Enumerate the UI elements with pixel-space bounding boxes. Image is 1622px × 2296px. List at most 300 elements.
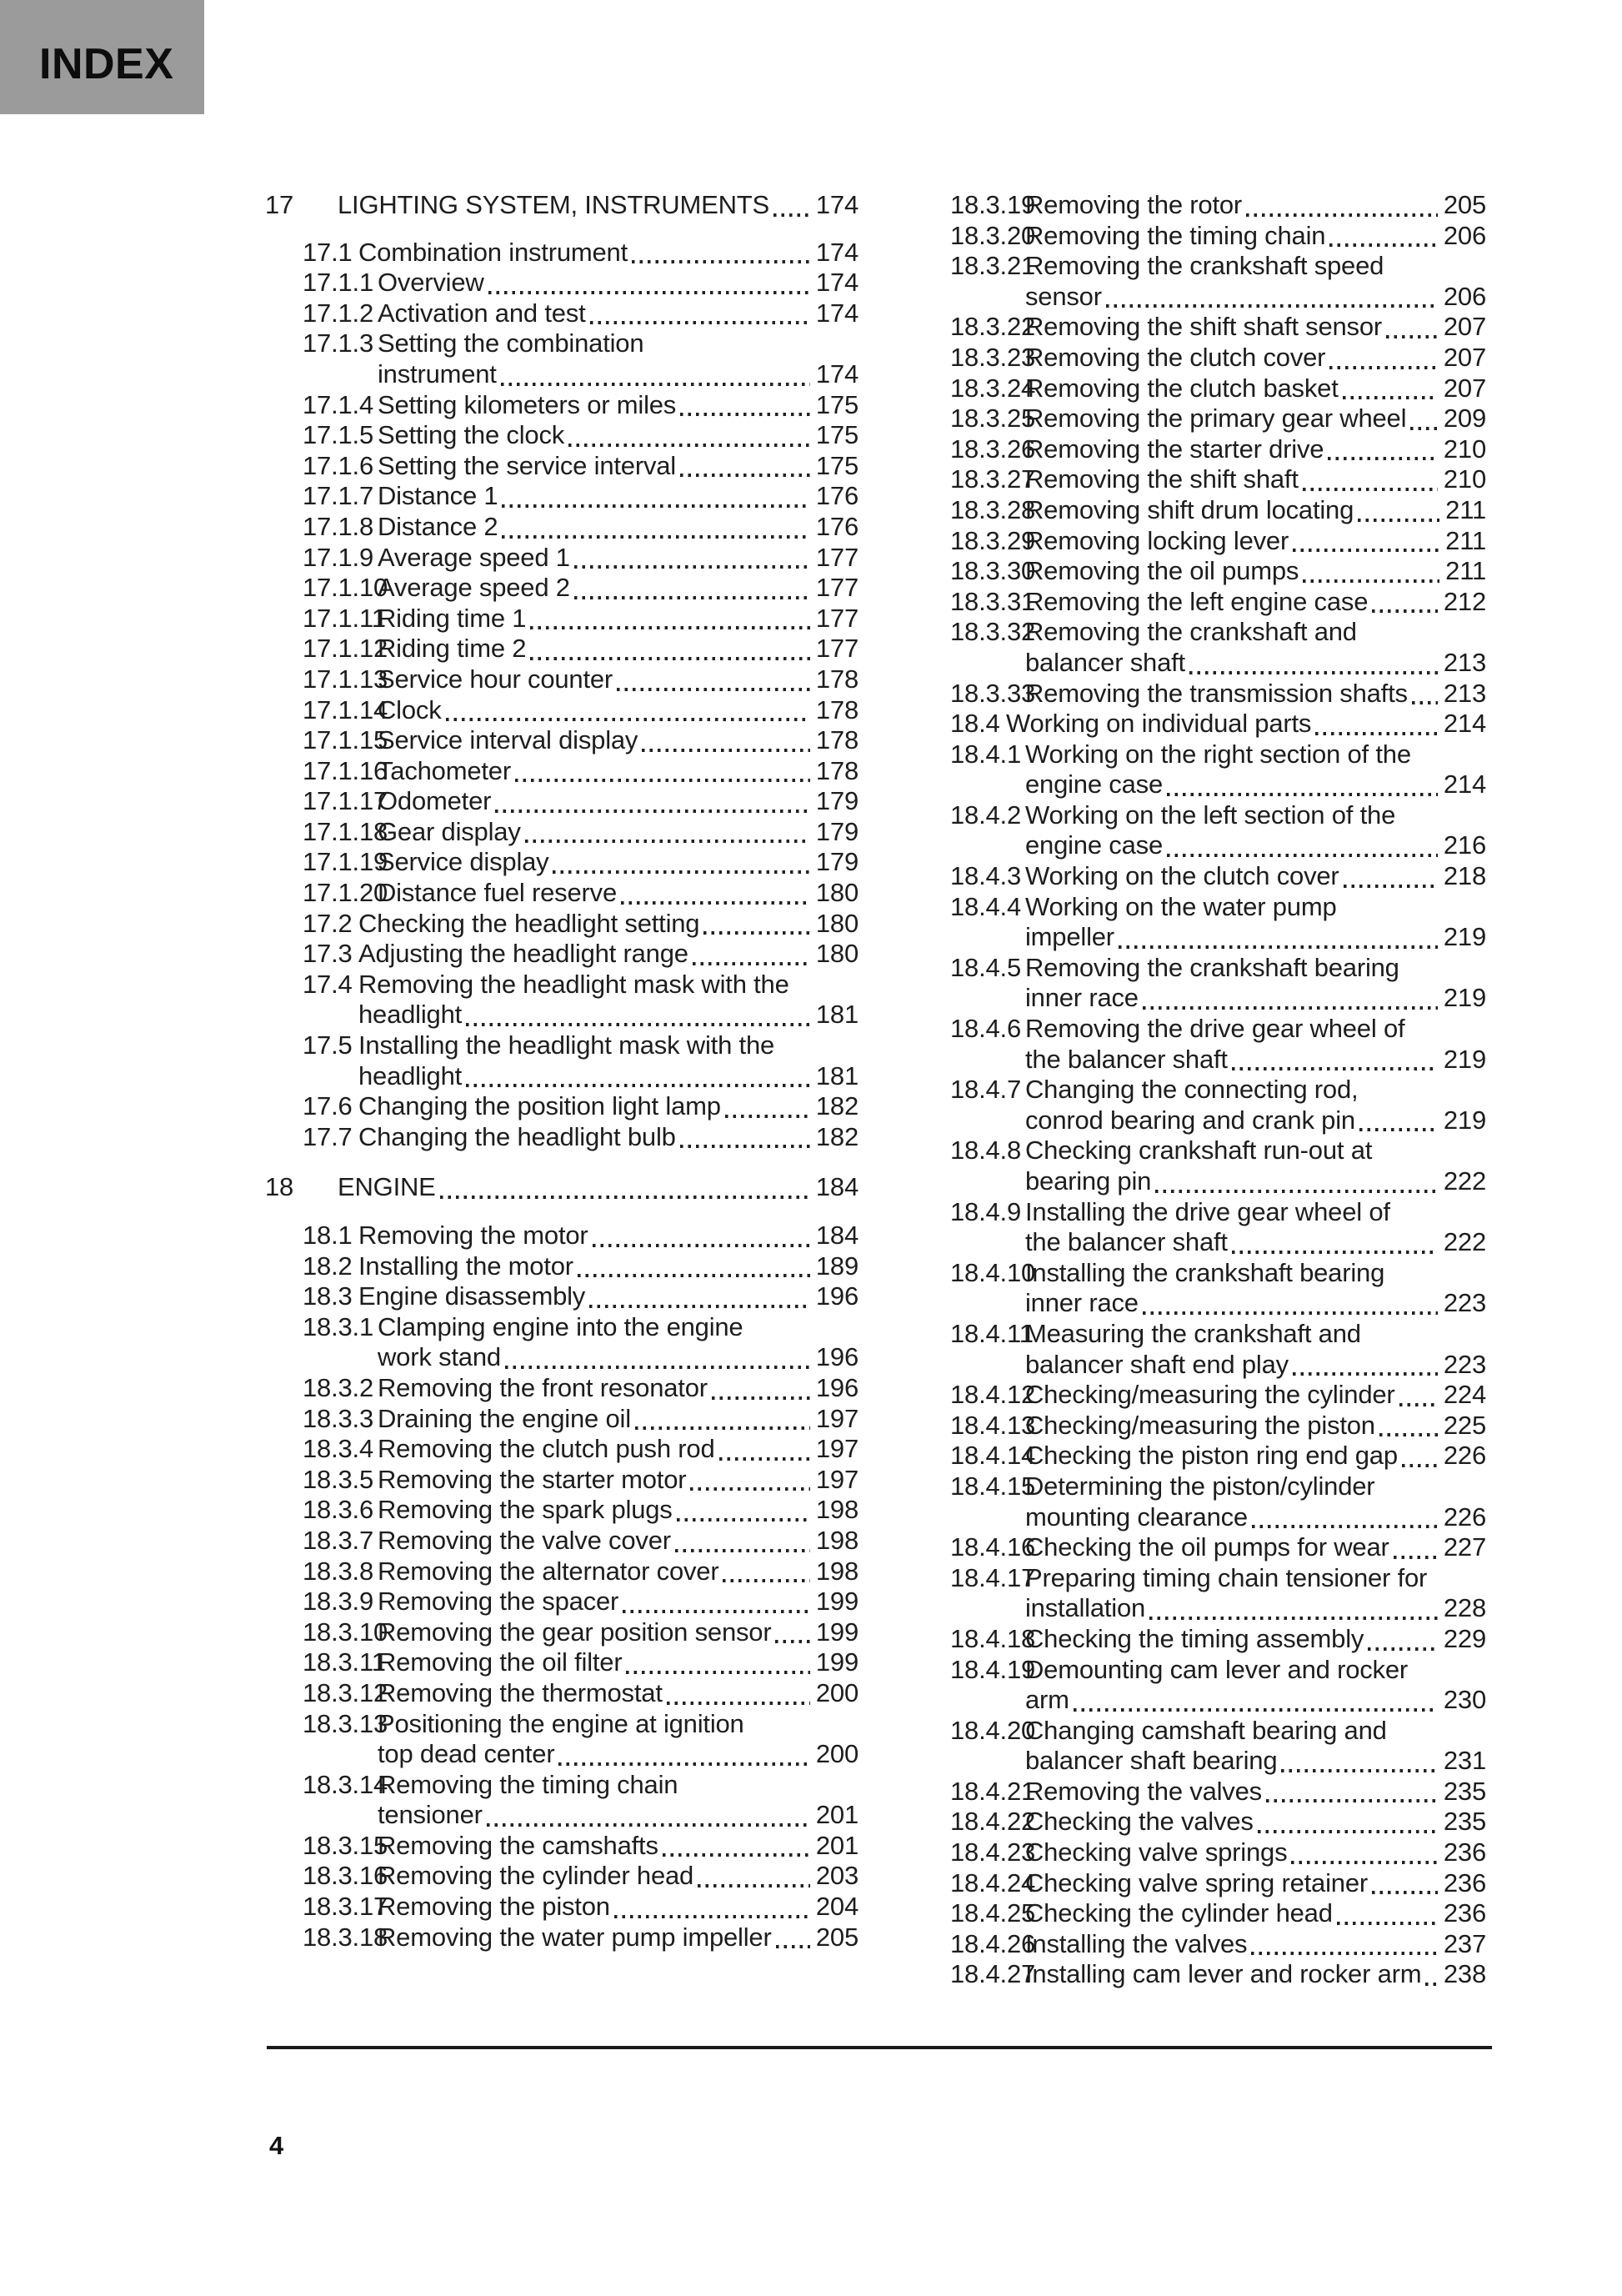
entry-number: 18	[265, 1172, 294, 1202]
toc-entry	[950, 800, 1486, 861]
toc-entry-line	[950, 1045, 1486, 1075]
toc-entry-line	[950, 1959, 1486, 1990]
entry-title: Installing the crankshaft bearing	[1025, 1257, 1385, 1287]
entry-number: 18.3.5	[303, 1464, 373, 1494]
entry-number: 18.4.12	[950, 1380, 1036, 1410]
entry-page: 211	[1445, 494, 1486, 524]
entry-number: 17.1.7	[303, 481, 373, 511]
toc-entry-line	[303, 1342, 859, 1373]
entry-title: Average speed 2	[378, 573, 570, 603]
entry-title: Setting the clock	[378, 420, 565, 450]
entry-number: 18.3.15	[303, 1830, 388, 1860]
entry-number: 17.1.13	[303, 664, 388, 694]
entry-page: 230	[1443, 1685, 1486, 1715]
entry-title: Service display	[378, 847, 549, 877]
toc-entry-line	[303, 1373, 859, 1404]
entry-number: 18.4.19	[950, 1654, 1036, 1684]
toc-entry-line	[950, 679, 1486, 709]
entry-page: 200	[815, 1739, 859, 1769]
toc-entry-line	[303, 1770, 859, 1801]
entry-title: the balancer shaft	[1025, 1227, 1228, 1257]
entry-title: Setting the combination	[378, 328, 644, 358]
toc-entry	[265, 190, 859, 221]
entry-title: Changing the headlight bulb	[358, 1121, 676, 1151]
entry-page: 205	[815, 1922, 859, 1952]
dot-leader	[505, 1366, 810, 1369]
toc-entry-line	[950, 830, 1486, 861]
toc-entry-line	[303, 878, 859, 909]
dot-leader	[1410, 427, 1438, 430]
toc-entry-line	[950, 434, 1486, 465]
entry-page: 200	[815, 1677, 859, 1707]
entry-number	[950, 830, 1025, 861]
entry-number	[950, 922, 1025, 953]
entry-page: 198	[815, 1556, 859, 1586]
entry-title: mounting clearance	[1025, 1501, 1248, 1532]
entry-title: Working on the clutch cover	[1025, 861, 1339, 891]
toc-entry	[950, 404, 1486, 434]
toc-entry-line	[303, 1404, 859, 1435]
entry-number: 18.3.13	[303, 1708, 388, 1738]
entry-page: 177	[815, 634, 859, 664]
entry-number: 18.3.24	[950, 373, 1036, 403]
entry-title: Measuring the crankshaft and	[1025, 1318, 1361, 1348]
entry-number: 18.4.24	[950, 1867, 1036, 1897]
entry-number: 18.3.22	[950, 312, 1036, 342]
entry-number: 18.4.22	[950, 1807, 1036, 1837]
entry-page: 216	[1443, 830, 1486, 860]
toc-entry-line	[950, 861, 1486, 892]
toc-entry-line	[303, 1312, 859, 1343]
dot-leader	[589, 1305, 810, 1308]
entry-number: 18.3.4	[303, 1434, 373, 1464]
entry-number: 18.3.30	[950, 556, 1036, 586]
toc-entry	[303, 1587, 859, 1617]
toc-entry	[950, 1075, 1486, 1135]
toc-entry	[950, 1716, 1486, 1777]
entry-number: 18.4.16	[950, 1532, 1036, 1562]
entry-number: 18.3.32	[950, 617, 1036, 647]
entry-title: Riding time 1	[378, 603, 527, 633]
dot-leader	[553, 870, 809, 874]
entry-title: headlight	[358, 1060, 463, 1090]
toc-entry	[303, 939, 859, 970]
dot-leader	[440, 1196, 810, 1199]
toc-entry	[950, 1197, 1486, 1258]
entry-page: 180	[815, 939, 859, 969]
entry-page: 235	[1443, 1776, 1486, 1806]
entry-page: 211	[1445, 556, 1486, 586]
dot-leader	[621, 901, 810, 905]
dot-leader	[487, 1823, 810, 1827]
entry-title: inner race	[1025, 1288, 1139, 1318]
toc-entry	[950, 1471, 1486, 1532]
dot-leader	[723, 1579, 809, 1582]
entry-number	[950, 1045, 1025, 1075]
toc-entry-line	[303, 1061, 859, 1092]
entry-title: Removing the clutch push rod	[378, 1434, 715, 1464]
toc-entry-line	[303, 1221, 859, 1251]
toc-entry-line	[950, 1655, 1486, 1686]
entry-number: 17.1.18	[303, 816, 388, 846]
dot-leader	[1167, 854, 1438, 857]
toc-entry-line	[950, 648, 1486, 679]
entry-title: instrument	[378, 358, 497, 389]
entry-page: 181	[815, 1060, 859, 1090]
entry-title: Checking the valves	[1025, 1807, 1254, 1837]
entry-number: 17.3	[303, 939, 353, 969]
entry-title: Checking the cylinder head	[1025, 1898, 1333, 1928]
entry-title: Changing the position light lamp	[358, 1091, 721, 1121]
toc-entry-line	[950, 1288, 1486, 1319]
dot-leader	[1149, 1617, 1438, 1620]
entry-number: 18.4.5	[950, 952, 1021, 982]
toc-entry	[950, 1441, 1486, 1471]
entry-page: 201	[815, 1800, 859, 1830]
dot-leader	[623, 1610, 810, 1613]
entry-title: installation	[1025, 1593, 1146, 1623]
entry-number: 17.1.2	[303, 298, 373, 328]
entry-title: bearing pin	[1025, 1166, 1152, 1196]
entry-title: Removing the piston	[378, 1892, 610, 1922]
entry-number: 17.1.16	[303, 755, 388, 785]
entry-page: 206	[1443, 281, 1486, 311]
toc-entry-line	[950, 1105, 1486, 1136]
toc-entry-line	[303, 725, 859, 756]
dot-leader	[675, 1549, 810, 1552]
entry-page: 231	[1443, 1746, 1486, 1776]
toc-entry	[303, 1892, 859, 1923]
entry-page: 228	[1443, 1593, 1486, 1623]
dot-leader	[1155, 1190, 1438, 1193]
entry-title: Checking the oil pumps for wear	[1025, 1532, 1389, 1562]
toc-entry	[303, 1404, 859, 1435]
entry-page: 219	[1443, 922, 1486, 952]
toc-entry-line	[950, 617, 1486, 648]
toc-entry	[950, 526, 1486, 557]
toc-entry-line	[303, 1526, 859, 1557]
entry-title: inner race	[1025, 983, 1139, 1013]
toc-entry	[303, 1221, 859, 1251]
entry-title: Removing the primary gear wheel	[1025, 404, 1407, 434]
toc-entry-line	[950, 1502, 1486, 1533]
entry-number: 18.3.28	[950, 494, 1036, 524]
entry-number: 18.4.18	[950, 1623, 1036, 1653]
toc-entry	[303, 1861, 859, 1892]
entry-title: sensor	[1025, 281, 1102, 311]
entry-page: 175	[815, 420, 859, 450]
toc-entry	[950, 221, 1486, 252]
entry-title: top dead center	[378, 1739, 555, 1769]
toc-entry-line	[950, 190, 1486, 221]
dot-leader	[1386, 335, 1438, 338]
entry-page: 197	[815, 1434, 859, 1464]
entry-page: 227	[1443, 1532, 1486, 1562]
toc-entry-line	[303, 1030, 859, 1061]
entry-page: 198	[815, 1495, 859, 1525]
entry-number: 17.1.3	[303, 328, 373, 358]
dot-leader	[693, 962, 810, 965]
entry-page: 214	[1443, 770, 1486, 800]
entry-title: Removing the shift shaft	[1025, 464, 1299, 494]
entry-page: 175	[815, 389, 859, 419]
toc-entry-line	[950, 373, 1486, 404]
entry-title: Removing the crankshaft and	[1025, 617, 1357, 647]
entry-number: 17.1	[303, 237, 353, 267]
entry-page: 176	[815, 481, 859, 511]
entry-page: 222	[1443, 1166, 1486, 1196]
toc-entry	[950, 1319, 1486, 1380]
toc-entry	[950, 373, 1486, 404]
toc-entry	[303, 1526, 859, 1557]
toc-entry	[303, 1647, 859, 1678]
toc-entry-line	[950, 1471, 1486, 1502]
toc-entry	[303, 1831, 859, 1862]
entry-page: 178	[815, 664, 859, 694]
dot-leader	[1258, 1830, 1438, 1833]
entry-title: Adjusting the headlight range	[358, 939, 688, 969]
dot-leader	[574, 565, 810, 569]
entry-page: 235	[1443, 1807, 1486, 1837]
index-header-box	[0, 0, 204, 114]
entry-number: 18.3.14	[303, 1769, 388, 1799]
toc-entry-line	[303, 359, 859, 390]
dot-leader	[1329, 366, 1438, 369]
toc-entry-line	[950, 1350, 1486, 1381]
toc-entry	[950, 587, 1486, 618]
toc-entry-line	[303, 1495, 859, 1526]
dot-leader	[1359, 1128, 1438, 1131]
entry-page: 174	[815, 358, 859, 389]
entry-number: 18.4.15	[950, 1471, 1036, 1501]
entry-title: Working on individual parts	[1006, 709, 1312, 739]
toc-entry	[303, 268, 859, 298]
toc-column-right	[950, 190, 1486, 1990]
entry-number: 17.1.10	[303, 573, 388, 603]
entry-title: Installing the headlight mask with the	[358, 1030, 775, 1060]
entry-page: 210	[1443, 434, 1486, 464]
entry-page: 226	[1443, 1501, 1486, 1532]
entry-page: 189	[815, 1251, 859, 1281]
entry-title: tensioner	[378, 1800, 483, 1830]
entry-page: 197	[815, 1464, 859, 1494]
entry-page: 206	[1443, 220, 1486, 250]
dot-leader	[1303, 579, 1439, 583]
toc-entry-line	[303, 664, 859, 695]
entry-number	[303, 359, 378, 390]
entry-number	[950, 282, 1025, 313]
toc-entry-line	[950, 404, 1486, 434]
toc-entry	[950, 953, 1486, 1014]
dot-leader	[502, 504, 809, 508]
entry-number: 18.4.26	[950, 1928, 1036, 1958]
toc-entry-line	[303, 481, 859, 512]
entry-title: Service hour counter	[378, 664, 613, 694]
entry-number: 18.4.1	[950, 739, 1021, 769]
toc-entry-line	[303, 1923, 859, 1953]
entry-page: 211	[1445, 525, 1486, 555]
entry-title: Removing the clutch cover	[1025, 342, 1326, 372]
dot-leader	[1251, 1952, 1438, 1955]
entry-title: Checking/measuring the piston	[1025, 1410, 1375, 1440]
dot-leader	[1399, 1403, 1438, 1406]
entry-title: Riding time 2	[378, 634, 527, 664]
dot-leader	[725, 1115, 810, 1118]
toc-entry	[950, 1563, 1486, 1624]
entry-title: Removing the thermostat	[378, 1677, 663, 1707]
entry-title: Removing the gear position sensor	[378, 1617, 772, 1647]
toc-entry	[303, 878, 859, 909]
entry-title: Removing the front resonator	[378, 1372, 708, 1402]
entry-title: Determining the piston/cylinder	[1025, 1471, 1375, 1501]
entry-page: 219	[1443, 1105, 1486, 1135]
entry-title: headlight	[358, 1000, 463, 1030]
entry-title: ENGINE	[338, 1172, 436, 1202]
entry-page: 225	[1443, 1410, 1486, 1440]
page-number: 4	[269, 2131, 284, 2160]
dot-leader	[446, 718, 810, 721]
entry-page: 205	[1443, 190, 1486, 219]
entry-title: Tachometer	[378, 755, 511, 785]
dot-leader	[578, 1274, 810, 1277]
entry-title: Removing the rotor	[1025, 190, 1243, 219]
entry-page: 226	[1443, 1441, 1486, 1471]
entry-page: 199	[815, 1647, 859, 1677]
entry-title: Positioning the engine at ignition	[378, 1708, 744, 1738]
toc-entry	[950, 739, 1486, 800]
toc-entry	[303, 1251, 859, 1282]
entry-number: 18.3.3	[303, 1403, 373, 1433]
entry-title: Removing the alternator cover	[378, 1556, 719, 1586]
dot-leader	[1337, 1922, 1438, 1925]
entry-page: 178	[815, 725, 859, 755]
dot-leader	[466, 1084, 810, 1087]
entry-number	[303, 1000, 358, 1030]
toc-entry	[303, 1281, 859, 1312]
toc-entry	[303, 909, 859, 940]
dot-leader	[1189, 671, 1438, 674]
entry-number: 18.4.13	[950, 1410, 1036, 1440]
toc-entry	[950, 1532, 1486, 1563]
entry-title: balancer shaft	[1025, 647, 1185, 677]
dot-leader	[1372, 1891, 1438, 1894]
toc-entry-line	[950, 1319, 1486, 1350]
dot-leader	[712, 1396, 810, 1400]
entry-page: 174	[815, 237, 859, 267]
entry-number: 17.1.12	[303, 634, 388, 664]
toc-entry	[950, 1624, 1486, 1655]
entry-title: the balancer shaft	[1025, 1044, 1228, 1074]
dot-leader	[703, 931, 810, 935]
toc-entry-line	[303, 573, 859, 604]
dot-leader	[530, 626, 810, 629]
entry-page: 213	[1443, 678, 1486, 708]
toc-entry-line	[950, 312, 1486, 343]
dot-leader	[632, 260, 810, 263]
entry-number	[950, 1166, 1025, 1197]
toc-entry	[950, 1014, 1486, 1075]
toc-entry-line	[303, 1557, 859, 1587]
entry-title: Combination instrument	[358, 237, 628, 267]
entry-number: 18.2	[303, 1251, 353, 1281]
toc-entry-line	[950, 464, 1486, 495]
entry-title: Checking crankshaft run-out at	[1025, 1135, 1373, 1166]
dot-leader	[667, 1702, 810, 1705]
toc-entry-line	[950, 709, 1486, 739]
dot-leader	[1402, 1464, 1438, 1467]
entry-title: Removing the starter drive	[1025, 434, 1324, 464]
entry-number: 18.3.12	[303, 1677, 388, 1707]
entry-page: 178	[815, 755, 859, 785]
toc-entry	[303, 1091, 859, 1122]
toc-entry-line	[303, 1800, 859, 1831]
entry-title: Installing the valves	[1025, 1928, 1248, 1958]
toc-entry-line	[303, 451, 859, 482]
entry-title: Removing the valves	[1025, 1776, 1262, 1806]
toc-entry	[950, 1929, 1486, 1960]
entry-number: 18.1	[303, 1221, 353, 1250]
entry-page: 180	[815, 908, 859, 938]
dot-leader	[680, 1145, 810, 1148]
entry-title: Removing the crankshaft bearing	[1025, 952, 1399, 982]
toc-entry-line	[303, 512, 859, 543]
toc-entry	[303, 664, 859, 695]
toc-entry-line	[950, 1411, 1486, 1441]
toc-entry-line	[303, 1122, 859, 1153]
dot-leader	[1368, 1647, 1438, 1651]
toc-entry-line	[303, 328, 859, 359]
entry-number	[950, 1685, 1025, 1716]
entry-title: Distance 2	[378, 511, 498, 541]
entry-title: Service interval display	[378, 725, 638, 755]
entry-page: 199	[815, 1617, 859, 1647]
dot-leader	[501, 383, 810, 386]
dot-leader	[1344, 885, 1438, 888]
toc-entry	[303, 634, 859, 664]
toc-entry	[303, 543, 859, 574]
dot-leader	[614, 1915, 810, 1918]
entry-number: 18.3.31	[950, 586, 1036, 616]
entry-title: Removing the timing chain	[1025, 220, 1326, 250]
entry-number: 17.1.15	[303, 725, 388, 755]
entry-number: 18.4.20	[950, 1715, 1036, 1745]
toc-entry	[303, 1465, 859, 1496]
toc-entry	[303, 390, 859, 421]
entry-title: Installing the motor	[358, 1251, 573, 1281]
toc-entry-line	[950, 251, 1486, 282]
entry-page: 179	[815, 786, 859, 816]
dot-leader	[1119, 945, 1438, 949]
entry-number: 18.3.25	[950, 404, 1036, 434]
entry-page: 236	[1443, 1837, 1486, 1867]
toc-entry-line	[303, 1587, 859, 1617]
toc-entry-line	[303, 1251, 859, 1282]
dot-leader	[698, 1884, 810, 1887]
entry-title: Removing the headlight mask with the	[358, 969, 789, 999]
entry-page: 207	[1443, 373, 1486, 403]
toc-entry-line	[303, 1892, 859, 1923]
entry-number: 18.3.26	[950, 434, 1036, 464]
entry-page: 180	[815, 878, 859, 908]
entry-number	[950, 1746, 1025, 1777]
entry-title: Removing the shift shaft sensor	[1025, 312, 1383, 342]
entry-title: Removing shift drum locating	[1025, 494, 1354, 524]
entry-number: 18.4.8	[950, 1135, 1021, 1166]
entry-number: 17.1.5	[303, 420, 373, 450]
entry-title: Installing the drive gear wheel of	[1025, 1196, 1390, 1226]
dot-leader	[568, 444, 810, 447]
entry-page: 224	[1443, 1380, 1486, 1410]
